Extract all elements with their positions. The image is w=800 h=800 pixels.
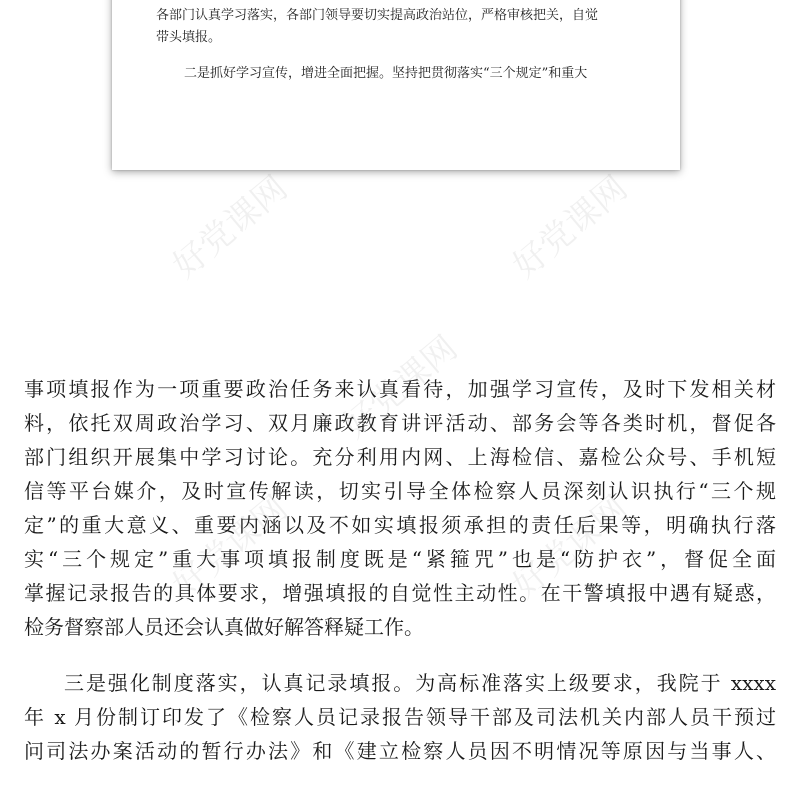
watermark-text: 好党课网 bbox=[335, 328, 466, 447]
body-line: 掌握记录报告的具体要求，增强填报的自觉性主动性。在干警填报中遇有疑惑， bbox=[24, 581, 776, 605]
body-line: 部门组织开展集中学习讨论。充分利用内网、上海检信、嘉检公众号、手机短 bbox=[24, 445, 776, 469]
watermark-text: 好党课网 bbox=[165, 488, 296, 607]
body-line: 事项填报作为一项重要政治任务来认真看待，加强学习宣传，及时下发相关材 bbox=[24, 377, 776, 401]
card-text-line: 带头填报。 bbox=[156, 30, 222, 45]
body-line: 料，依托双周政治学习、双月廉政教育讲评活动、部务会等各类时机，督促各 bbox=[24, 411, 776, 435]
body-line: 检务督察部人员还会认真做好解答释疑工作。 bbox=[24, 615, 424, 639]
body-line: 实“三个规定”重大事项填报制度既是“紧箍咒”也是“防护衣”，督促全面 bbox=[24, 547, 776, 571]
card-text-line: 二是抓好学习宣传，增进全面把握。坚持把贯彻落实“三个规定”和重大 bbox=[184, 66, 588, 81]
card-text-line: 各部门认真学习落实，各部门领导要切实提高政治站位，严格审核把关，自觉 bbox=[156, 8, 599, 23]
body-line: 问司法办案活动的暂行办法》和《建立检察人员因不明情况等原因与当事人、 bbox=[24, 739, 776, 763]
body-line: 信等平台媒介，及时宣传解读，切实引导全体检察人员深刻认识执行“三个规 bbox=[24, 479, 776, 503]
body-line: 年 x 月份制订印发了《检察人员记录报告领导干部及司法机关内部人员干预过 bbox=[24, 705, 776, 729]
watermark-text: 好党课网 bbox=[505, 168, 636, 287]
body-text bbox=[24, 372, 776, 768]
watermark-text: 好党课网 bbox=[505, 488, 636, 607]
body-line: 三是强化制度落实，认真记录填报。为高标准落实上级要求，我院于 xxxx bbox=[64, 671, 776, 695]
watermark-text: 好党课网 bbox=[165, 168, 296, 287]
document-page-preview bbox=[112, 0, 680, 170]
body-line: 定”的重大意义、重要内涵以及不如实填报须承担的责任后果等，明确执行落 bbox=[24, 513, 776, 537]
